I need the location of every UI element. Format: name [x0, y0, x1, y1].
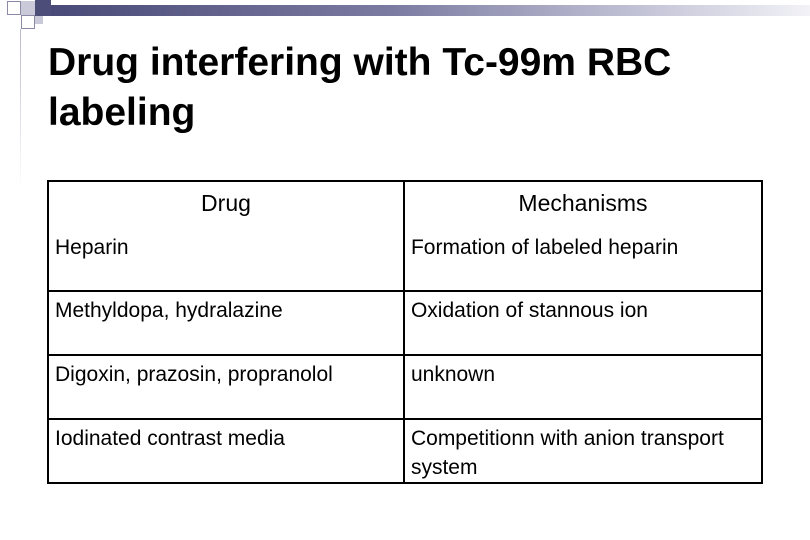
mechanism-cell: Formation of labeled heparin — [404, 229, 762, 291]
drug-cell: Digoxin, prazosin, propranolol — [48, 355, 404, 419]
outline-square-icon — [21, 15, 35, 29]
drug-cell: Iodinated contrast media — [48, 419, 404, 483]
left-accent-line — [20, 29, 21, 189]
column-header-mechanisms: Mechanisms — [404, 181, 762, 229]
column-header-drug: Drug — [48, 181, 404, 229]
mechanism-cell: Competitionn with anion transport system — [404, 419, 762, 483]
table-row — [48, 229, 762, 291]
light-square-icon — [21, 1, 35, 15]
drug-cell: Methyldopa, hydralazine — [48, 291, 404, 355]
mechanism-cell: Oxidation of stannous ion — [404, 291, 762, 355]
outline-square-icon — [7, 1, 21, 15]
drug-cell: Heparin — [48, 229, 404, 291]
mechanism-cell: unknown — [404, 355, 762, 419]
header-gradient-bar — [51, 5, 810, 16]
slide-title: Drug interfering with Tc-99m RBC labeling — [48, 41, 672, 134]
table-row — [48, 355, 762, 419]
table-header-row — [48, 181, 762, 229]
drug-table — [47, 180, 763, 484]
dark-square-icon — [35, 0, 51, 16]
table-row — [48, 291, 762, 355]
table-row — [48, 419, 762, 483]
small-square-icon — [35, 16, 43, 24]
